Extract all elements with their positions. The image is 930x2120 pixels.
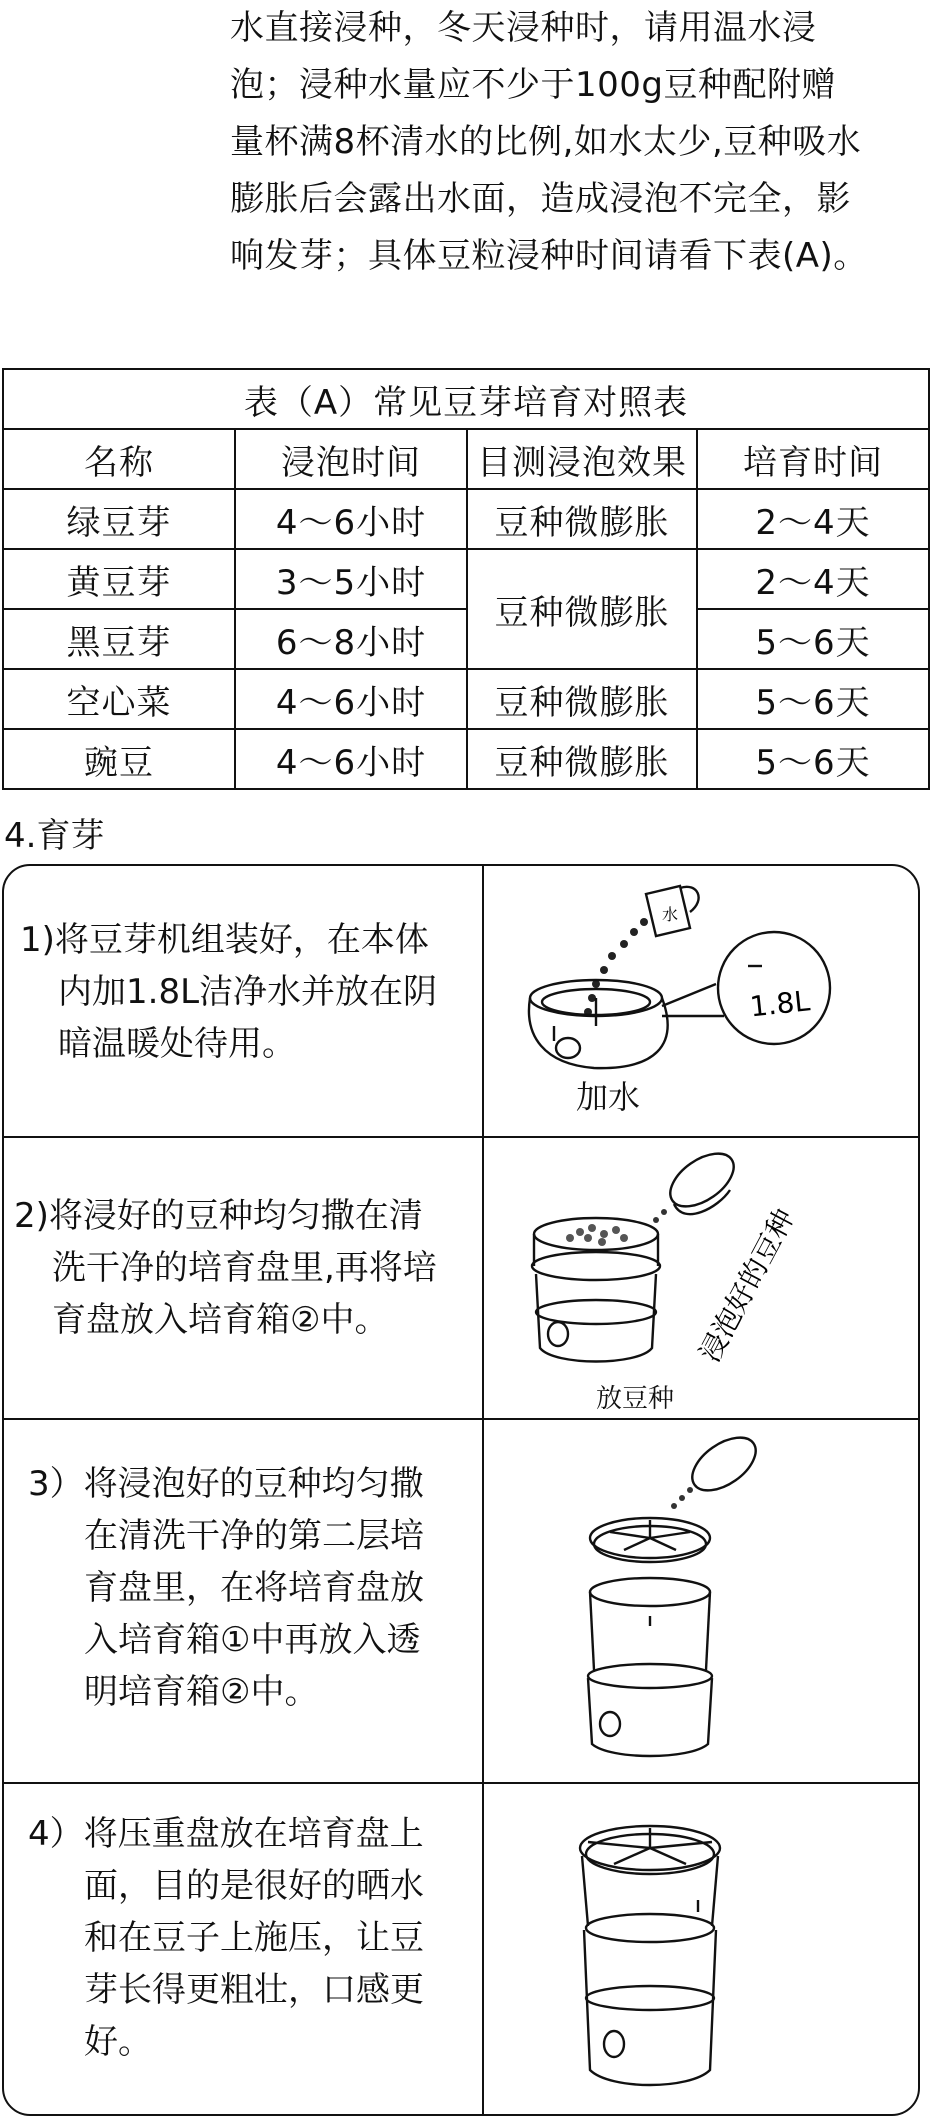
step-line: 面，目的是很好的晒水: [84, 1866, 424, 1906]
step-line: 4）将压重盘放在培育盘上: [28, 1814, 424, 1854]
table-row: [3, 609, 929, 669]
header-soak-time: 浸泡时间: [235, 429, 467, 489]
cell-effect: 豆种微膨胀: [467, 669, 697, 729]
cell-soak: 3～5小时: [235, 549, 467, 609]
step-line: 2)将浸好的豆种均匀撒在清: [14, 1196, 423, 1236]
header-effect: 目测浸泡效果: [467, 429, 697, 489]
step-line: 内加1.8L洁净水并放在阴: [58, 972, 438, 1012]
step-line: 芽长得更粗壮，口感更: [84, 1970, 424, 2010]
step-illustration-cell: [484, 1420, 918, 1782]
cup-label: 水: [662, 905, 679, 924]
step-text: [28, 1808, 424, 2068]
step-line: 育盘放入培育箱②中。: [52, 1300, 389, 1340]
step-line: 洗干净的培育盘里,再将培: [52, 1248, 437, 1288]
table-title: 表（A）常见豆芽培育对照表: [3, 369, 929, 429]
step-line: 1)将豆芽机组装好，在本体: [20, 920, 429, 960]
sprout-reference-table: [2, 368, 930, 790]
cell-soak: 4～6小时: [235, 729, 467, 789]
cell-grow: 5～6天: [697, 669, 929, 729]
cell-effect: 豆种微膨胀: [467, 549, 697, 669]
step-text-cell: [4, 1138, 484, 1418]
cell-effect: 豆种微膨胀: [467, 489, 697, 549]
step-text-cell: [4, 1420, 484, 1782]
cell-grow: 5～6天: [697, 609, 929, 669]
intro-line: 响发芽；具体豆粒浸种时间请看下表(A)。: [230, 236, 868, 276]
step-text: [20, 914, 437, 1070]
weight-plate-illustration: [484, 1784, 918, 2116]
table-row: [3, 729, 929, 789]
cell-name: 豌豆: [3, 729, 235, 789]
step-line: 暗温暖处待用。: [58, 1024, 296, 1064]
cell-soak: 4～6小时: [235, 489, 467, 549]
step-illustration-cell: [484, 1138, 918, 1418]
step-illustration-cell: [484, 866, 918, 1136]
step-caption: 加水: [576, 1078, 641, 1116]
intro-paragraph: [230, 0, 920, 285]
cell-grow: 5～6天: [697, 729, 929, 789]
step-line: 在清洗干净的第二层培: [84, 1516, 424, 1556]
soaked-beans-label: 浸泡好的豆种: [693, 1203, 802, 1368]
cell-grow: 2～4天: [697, 549, 929, 609]
cell-grow: 2～4天: [697, 489, 929, 549]
step-text: [28, 1458, 424, 1718]
step-4: [4, 1782, 918, 2116]
header-name: 名称: [3, 429, 235, 489]
header-grow-time: 培育时间: [697, 429, 929, 489]
intro-line: 量杯满8杯清水的比例,如水太少,豆种吸水: [230, 122, 862, 162]
step-line: 入培育箱①中再放入透: [84, 1620, 421, 1660]
step-text: [14, 1190, 437, 1346]
cell-soak: 4～6小时: [235, 669, 467, 729]
cell-soak: 6～8小时: [235, 609, 467, 669]
cell-name: 绿豆芽: [3, 489, 235, 549]
second-tray-illustration: [484, 1420, 918, 1784]
cell-name: 空心菜: [3, 669, 235, 729]
table-row: [3, 549, 929, 609]
add-water-illustration: [484, 866, 918, 1136]
table-row: [3, 669, 929, 729]
add-beans-illustration: [484, 1138, 918, 1420]
step-1: [4, 866, 918, 1136]
step-caption: 放豆种: [596, 1384, 675, 1414]
step-2: [4, 1136, 918, 1418]
step-line: 3）将浸泡好的豆种均匀撒: [28, 1464, 424, 1504]
step-line: 和在豆子上施压，让豆: [84, 1918, 424, 1958]
intro-line: 膨胀后会露出水面，造成浸泡不完全，影: [230, 179, 851, 219]
intro-line: 泡；浸种水量应不少于100g豆种配附赠: [230, 65, 836, 105]
volume-label: 1.8L: [748, 984, 812, 1024]
cell-name: 黑豆芽: [3, 609, 235, 669]
cell-name: 黄豆芽: [3, 549, 235, 609]
step-text-cell: [4, 1784, 484, 2116]
step-text-cell: [4, 866, 484, 1136]
step-line: 明培育箱②中。: [84, 1672, 319, 1712]
step-3: [4, 1418, 918, 1782]
sprouting-steps: [2, 864, 920, 2116]
step-line: 育盘里，在将培育盘放: [84, 1568, 424, 1608]
step-illustration-cell: [484, 1784, 918, 2116]
section-title: 4.育芽: [4, 816, 105, 856]
table-row: [3, 489, 929, 549]
intro-line: 水直接浸种，冬天浸种时，请用温水浸: [230, 8, 817, 48]
step-line: 好。: [84, 2022, 152, 2062]
cell-effect: 豆种微膨胀: [467, 729, 697, 789]
